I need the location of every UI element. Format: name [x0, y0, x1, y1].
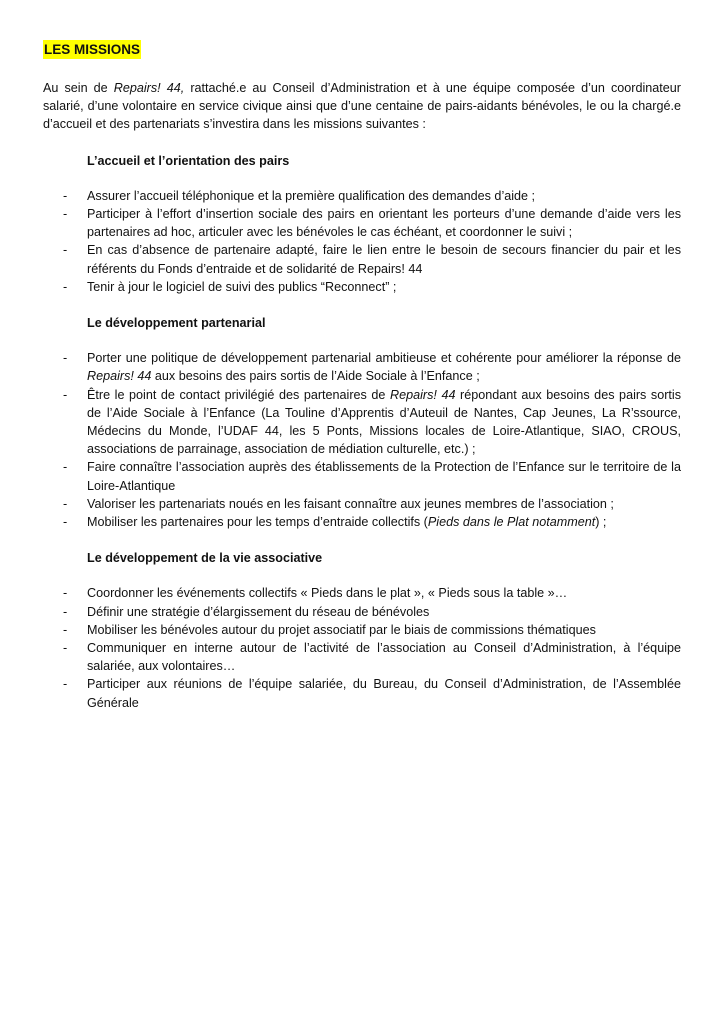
section-list-partenarial [43, 349, 681, 531]
bullet-dash: - [63, 207, 68, 222]
bullet-dash: - [63, 279, 68, 294]
list-item-text: Mobiliser les partenaires pour les temps d’entraide collectifs ( [87, 515, 428, 530]
list-item-text: Communiquer en interne autour de l’activité de l’association au Conseil d’Administration, à l’équipe salariée, aux volontaires… [87, 641, 681, 674]
list-item-text: Tenir à jour le logiciel de suivi des publics “Reconnect” ; [87, 279, 397, 294]
list-item [43, 349, 681, 385]
bullet-dash: - [63, 188, 68, 203]
list-item-text: En cas d’absence de partenaire adapté, faire le lien entre le besoin de secours financier du pair et les référents du Fonds d’entraide et de solidarité de Repairs! 44 [87, 243, 681, 276]
bullet-dash: - [63, 460, 68, 475]
list-item [43, 513, 681, 531]
list-item [43, 639, 681, 675]
list-item [43, 621, 681, 639]
page-heading: LES MISSIONS [44, 42, 141, 57]
section-list-vie-associative [43, 584, 681, 711]
list-item [43, 458, 681, 494]
document-page [43, 40, 681, 730]
section-list-accueil [43, 187, 681, 296]
list-item-text: Être le point de contact privilégié des partenaires de [87, 387, 390, 402]
list-item-italic: Repairs! 44 [87, 369, 152, 384]
list-item-text: Porter une politique de développement partenarial ambitieuse et cohérente pour améliorer la réponse de [87, 351, 681, 366]
bullet-dash: - [63, 677, 68, 692]
bullet-dash: - [63, 243, 68, 258]
list-item [43, 675, 681, 711]
intro-before: Au sein de [43, 81, 114, 95]
bullet-dash: - [63, 586, 68, 601]
bullet-dash: - [63, 515, 68, 530]
list-item-italic: Pieds dans le Plat notamment [427, 515, 596, 530]
section-title-accueil: L’accueil et l’orientation des pairs [87, 153, 290, 168]
list-item [43, 584, 681, 602]
list-item [43, 205, 681, 241]
intro-org-name: Repairs! 44, [113, 81, 185, 95]
list-item [43, 278, 681, 296]
intro-paragraph [43, 79, 681, 134]
bullet-dash: - [63, 496, 68, 511]
list-item-text: Participer aux réunions de l’équipe salariée, du Bureau, du Conseil d’Administration, de l’Assemblée Générale [87, 677, 681, 710]
bullet-dash: - [63, 387, 68, 402]
list-item-text: Valoriser les partenariats noués en les faisant connaître aux jeunes membres de l’association ; [87, 496, 614, 511]
bullet-dash: - [63, 604, 68, 619]
list-item [43, 495, 681, 513]
list-item-text: Faire connaître l’association auprès des établissements de la Protection de l’Enfance sur le territoire de la Loire-Atlantique [87, 460, 681, 493]
list-item-text-end: ) ; [595, 515, 607, 530]
list-item-text-end: répondant aux besoins des pairs sortis de l’Aide Sociale à l’Enfance (La Touline d’Apprentis d’Auteuil de Nantes, Cap Jeunes, La R’ssource, Médecins du Monde, l’UDAF 44, les 5 Ponts, Missions locales de Loire-Atlantique, SIAO, CROUS, associations de parrainage, association de médiation culturelle, etc.) ; [87, 387, 682, 457]
list-item-text: Mobiliser les bénévoles autour du projet associatif par le biais de commissions thématiques [87, 622, 596, 637]
list-item-italic: Repairs! 44 [389, 387, 456, 402]
intro-after: rattaché.e au Conseil d’Administration et à une équipe composée d’un coordinateur salarié, d’une volontaire en service civique ainsi que d’une centaine de pairs-aidants bénévoles, le ou la chargé.e d’accueil et des partenariats s’investira dans les missions suivantes : [43, 81, 681, 132]
bullet-dash: - [63, 641, 68, 656]
list-item-text: Coordonner les événements collectifs « Pieds dans le plat », « Pieds sous la table »… [87, 586, 568, 601]
list-item [43, 386, 681, 459]
list-item-text: Définir une stratégie d’élargissement du réseau de bénévoles [87, 604, 430, 619]
section-title-vie-associative: Le développement de la vie associative [87, 551, 323, 566]
list-item [43, 241, 681, 277]
list-item [43, 603, 681, 621]
bullet-dash: - [63, 622, 68, 637]
list-item-text: Participer à l’effort d’insertion sociale des pairs en orientant les porteurs d’une demande d’aide vers les partenaires ad hoc, articuler avec les bénévoles le cas échéant, et coordonner le suivi ; [87, 207, 681, 240]
list-item-text: Assurer l’accueil téléphonique et la première qualification des demandes d’aide ; [87, 188, 536, 203]
bullet-dash: - [63, 351, 68, 366]
section-title-partenarial: Le développement partenarial [87, 316, 266, 331]
list-item-text-end: aux besoins des pairs sortis de l’Aide Sociale à l’Enfance ; [151, 369, 480, 384]
list-item [43, 187, 681, 205]
